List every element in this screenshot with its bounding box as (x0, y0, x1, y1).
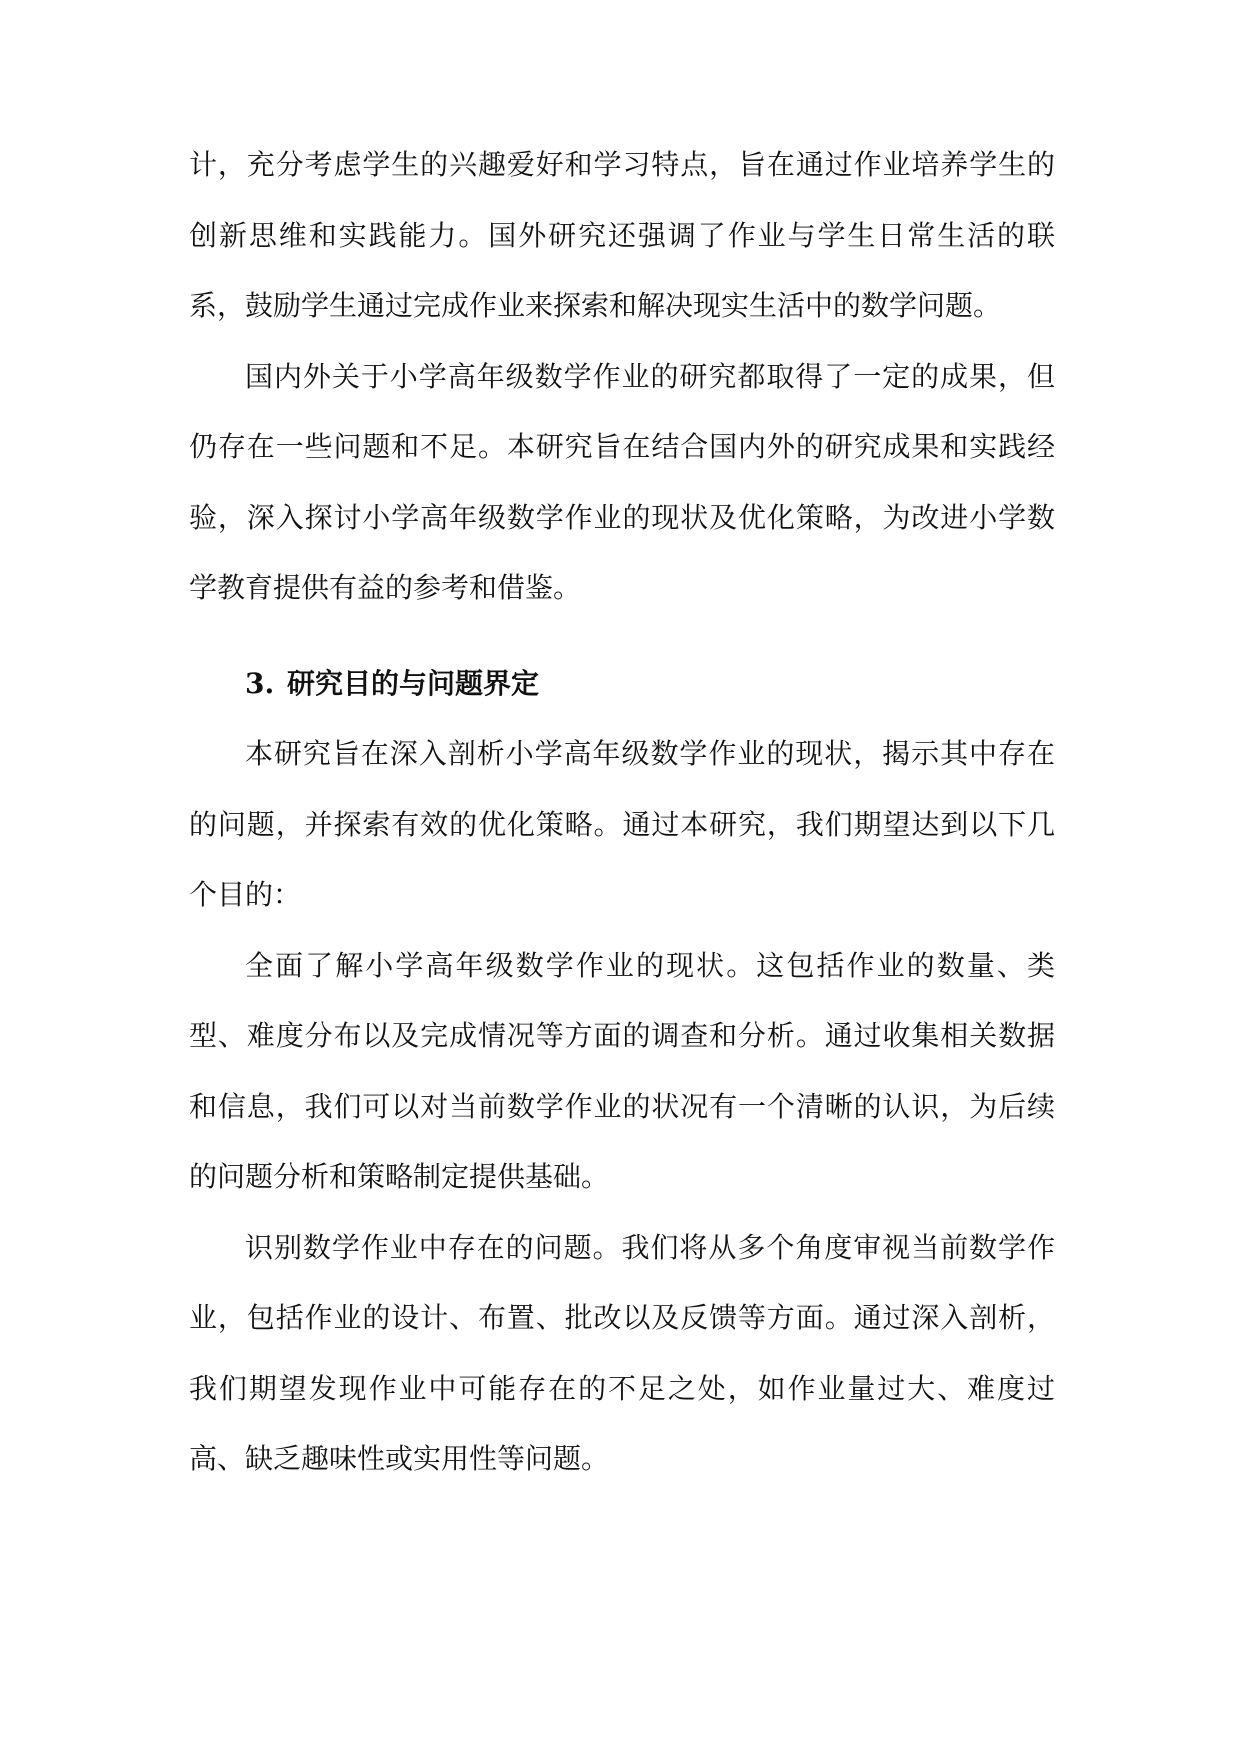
paragraph-goal-problems: 识别数学作业中存在的问题。我们将从多个角度审视当前数学作业，包括作业的设计、布置、批改以及反馈等方面。通过深入剖析，我们期望发现作业中可能存在的不足之处，如作业量过大、难度过高、缺乏趣味性或实用性等问题。 (189, 1230, 1055, 1475)
paragraph-research-goal: 本研究旨在深入剖析小学高年级数学作业的现状，揭示其中存在的问题，并探索有效的优化策略。通过本研究，我们期望达到以下几个目的： (189, 737, 1055, 911)
section-spacer (189, 624, 1055, 649)
document-page (189, 130, 1055, 1495)
paragraph-goal-status: 全面了解小学高年级数学作业的现状。这包括作业的数量、类型、难度分布以及完成情况等方面的调查和分析。通过收集相关数据和信息，我们可以对当前数学作业的状况有一个清晰的认识，为后续的问题分析和策略制定提供基础。 (189, 948, 1055, 1193)
section-heading (189, 649, 1055, 720)
paragraph-research-summary: 国内外关于小学高年级数学作业的研究都取得了一定的成果，但仍存在一些问题和不足。本研究旨在结合国内外的研究成果和实践经验，深入探讨小学高年级数学作业的现状及优化策略，为改进小学数学教育提供有益的参考和借鉴。 (189, 359, 1055, 604)
paragraph-continuation: 计，充分考虑学生的兴趣爱好和学习特点，旨在通过作业培养学生的创新思维和实践能力。国外研究还强调了作业与学生日常生活的联系，鼓励学生通过完成作业来探索和解决现实生活中的数学问题。 (189, 148, 1055, 322)
section-title: 研究目的与问题界定 (287, 666, 540, 700)
section-number: 3. (245, 666, 275, 700)
